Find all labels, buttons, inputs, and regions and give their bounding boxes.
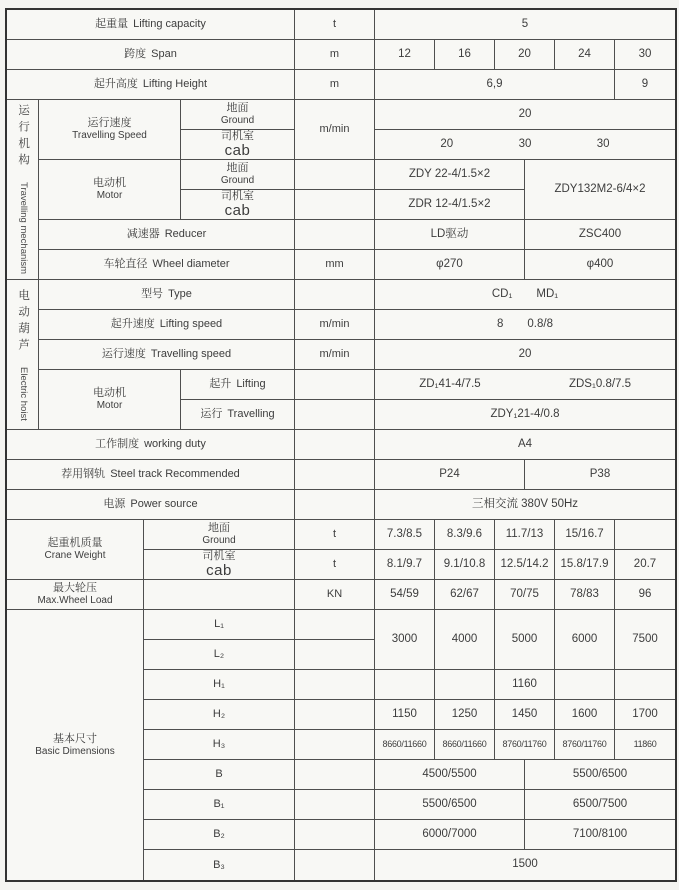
- value-dim-h2-5: 1700: [615, 700, 675, 730]
- value-crane-weight-cab-2: 9.1/10.8: [435, 550, 495, 580]
- row-label-hoist-travel-speed: [39, 340, 295, 370]
- group-label-travel-speed: [39, 100, 181, 160]
- label-en: Max.Wheel Load: [37, 595, 113, 607]
- value-dim-h2-4: 1600: [555, 700, 615, 730]
- unit-steel-track: [295, 460, 375, 490]
- label-zh: 电源: [103, 498, 126, 511]
- sub-label-dim-l1: L₁: [144, 610, 295, 640]
- label-en: cab: [224, 142, 251, 160]
- unit-lifting-height: m: [295, 70, 375, 100]
- value-span-4: 24: [555, 40, 615, 70]
- value-dim-l-3: 5000: [495, 610, 555, 670]
- unit-max-wheel-load: KN: [295, 580, 375, 610]
- unit-crane-weight-ground: t: [295, 520, 375, 550]
- value-max-wheel-load-2: 62/67: [435, 580, 495, 610]
- sub-label-travel-speed-cab: [181, 130, 295, 160]
- value-hoist-motor-travelling: ZDY₁21-4/0.8: [375, 400, 675, 430]
- label-zh: 司机室: [221, 190, 254, 202]
- value-dim-h3-3: 8760/11760: [495, 730, 555, 760]
- value-dim-h1-3: 1160: [495, 670, 555, 700]
- sub-label-crane-weight-ground: [144, 520, 295, 550]
- value-max-wheel-load-5: 96: [615, 580, 675, 610]
- value-dim-b3: 1500: [512, 858, 538, 871]
- label-zh: 起升速度: [110, 318, 155, 331]
- value-span-2: 16: [435, 40, 495, 70]
- row-label-wheel-diameter: [39, 250, 295, 280]
- section-label-zh: 电动葫芦: [17, 288, 30, 355]
- unit-lifting-capacity: t: [295, 10, 375, 40]
- value-dim-h2-1: 1150: [375, 700, 435, 730]
- label-zh: 电动机: [93, 177, 126, 190]
- value-travel-speed-cab-3: 30: [596, 137, 610, 150]
- label-en: Span: [151, 48, 177, 61]
- label-en: Motor: [96, 190, 123, 202]
- label-en: cab: [206, 562, 232, 580]
- label-zh: 荐用钢轨: [61, 468, 106, 481]
- unit-dim-l1: [295, 610, 375, 640]
- section-label-en: Electric hoist: [17, 366, 29, 421]
- sub-label-dim-h1: H₁: [144, 670, 295, 700]
- sub-label-dim-h3: H₃: [144, 730, 295, 760]
- value-crane-weight-ground-1: 7.3/8.5: [375, 520, 435, 550]
- sub-label-dim-b2: B₂: [144, 820, 295, 850]
- value-dim-h3-1: 8660/11660: [375, 730, 435, 760]
- value-crane-weight-ground-3: 11.7/13: [495, 520, 555, 550]
- label-en: Crane Weight: [44, 550, 106, 562]
- unit-dim-h2: [295, 700, 375, 730]
- row-label-lifting-capacity: [7, 10, 295, 40]
- value-crane-weight-cab-4: 15.8/17.9: [555, 550, 615, 580]
- label-en: Motor: [96, 400, 123, 412]
- label-en: Travelling speed: [150, 348, 232, 361]
- section-label-travelling-mechanism: [7, 100, 39, 280]
- section-label-electric-hoist: [7, 280, 39, 430]
- label-en: Travelling Speed: [72, 130, 147, 142]
- sub-label-dim-h2: H₂: [144, 700, 295, 730]
- label-en: cab: [224, 202, 251, 220]
- value-travel-motor-cab: ZDR 12-4/1.5×2: [375, 190, 525, 220]
- value-crane-weight-ground-4: 15/16.7: [555, 520, 615, 550]
- value-crane-weight-cab-5: 20.7: [615, 550, 675, 580]
- label-zh: 起升: [209, 378, 232, 391]
- value-hoist-lifting-speed-1: 8: [497, 317, 504, 330]
- value-dim-h2-2: 1250: [435, 700, 495, 730]
- unit-dim-b: [295, 760, 375, 790]
- value-max-wheel-load-1: 54/59: [375, 580, 435, 610]
- value-dim-b-right: 5500/6500: [525, 760, 675, 790]
- label-zh: 工作制度: [95, 438, 140, 451]
- value-crane-weight-cab-1: 8.1/9.7: [375, 550, 435, 580]
- label-en: Ground: [202, 535, 236, 547]
- row-label-max-wheel-load: [7, 580, 144, 610]
- label-en: Type: [168, 288, 192, 301]
- value-reducer-right: ZSC400: [525, 220, 675, 250]
- value-hoist-motor-lifting-1: ZD₁41-4/7.5: [419, 377, 481, 390]
- label-zh: 型号: [141, 288, 164, 301]
- value-dim-h2-3: 1450: [495, 700, 555, 730]
- label-en: Lifting capacity: [133, 18, 206, 31]
- value-span-3: 20: [495, 40, 555, 70]
- label-zh: 地面: [226, 102, 249, 115]
- label-zh: 地面: [226, 162, 249, 175]
- unit-hoist-lifting-speed: m/min: [295, 310, 375, 340]
- label-zh: 起重量: [95, 18, 129, 31]
- value-travel-speed-cab-1: 20: [440, 137, 454, 150]
- sub-label-dim-b3: B₃: [144, 850, 295, 880]
- value-crane-weight-cab-3: 12.5/14.2: [495, 550, 555, 580]
- value-dim-h3-2: 8660/11660: [435, 730, 495, 760]
- value-travel-speed-cab: [375, 130, 675, 160]
- section-label-en: Travelling mechanism: [17, 182, 29, 275]
- value-span-1: 12: [375, 40, 435, 70]
- value-lifting-height-last: 9: [615, 70, 675, 100]
- section-label-zh: 运行机构: [17, 104, 30, 171]
- row-label-hoist-type: [39, 280, 295, 310]
- sub-label-dim-b1: B₁: [144, 790, 295, 820]
- row-label-lifting-height: [7, 70, 295, 100]
- row-label-reducer: [39, 220, 295, 250]
- label-en: Lifting speed: [159, 318, 223, 331]
- label-zh: 运行速度: [101, 348, 146, 361]
- sub-label-crane-weight-cab: [144, 550, 295, 580]
- value-dim-h3-5: 11860: [615, 730, 675, 760]
- value-hoist-type: [375, 280, 675, 310]
- value-dim-h3-4: 8760/11760: [555, 730, 615, 760]
- value-steel-track-left: P24: [375, 460, 525, 490]
- value-steel-track-right: P38: [525, 460, 675, 490]
- value-wheel-diameter-right: φ400: [525, 250, 675, 280]
- value-dim-b1-right: 6500/7500: [525, 790, 675, 820]
- unit-crane-weight-cab: t: [295, 550, 375, 580]
- unit-working-duty: [295, 430, 375, 460]
- sub-label-hoist-motor-lifting: [181, 370, 295, 400]
- label-en: Ground: [220, 115, 255, 127]
- label-zh: 最大轮压: [53, 582, 97, 595]
- value-dim-l-2: 4000: [435, 610, 495, 670]
- label-zh: 跨度: [124, 48, 147, 61]
- value-hoist-type-1: CD₁: [491, 287, 513, 300]
- unit-hoist-type: [295, 280, 375, 310]
- value-dim-l-4: 6000: [555, 610, 615, 670]
- unit-travel-motor-cab: [295, 190, 375, 220]
- value-travel-speed-cab-2: 30: [518, 137, 532, 150]
- row-label-power-source: [7, 490, 295, 520]
- label-en: Basic Dimensions: [35, 745, 115, 757]
- unit-hoist-travel-speed: m/min: [295, 340, 375, 370]
- value-hoist-motor-lifting-2: ZDS₁0.8/7.5: [568, 377, 632, 390]
- unit-reducer: [295, 220, 375, 250]
- label-zh: 司机室: [202, 550, 236, 562]
- value-dim-b-left: 4500/5500: [375, 760, 525, 790]
- unit-travel-speed: m/min: [295, 100, 375, 160]
- value-working-duty: A4: [375, 430, 675, 460]
- value-travel-motor-merged: ZDY132M2-6/4×2: [525, 160, 675, 220]
- label-zh: 电动机: [93, 387, 126, 400]
- value-power-source: 三相交流 380V 50Hz: [375, 490, 675, 520]
- label-en: Lifting: [236, 378, 266, 391]
- label-zh: 起重机质量: [47, 537, 103, 550]
- group-label-travel-motor: [39, 160, 181, 220]
- value-max-wheel-load-4: 78/83: [555, 580, 615, 610]
- label-en: Power source: [130, 498, 198, 511]
- unit-dim-b2: [295, 820, 375, 850]
- value-dim-h1-1: [375, 670, 435, 700]
- value-hoist-motor-lifting: [375, 370, 675, 400]
- sub-label-dim-l2: L₂: [144, 640, 295, 670]
- unit-hoist-motor-travelling: [295, 400, 375, 430]
- value-dim-b2-left: 6000/7000: [375, 820, 525, 850]
- value-crane-weight-ground-5: [615, 520, 675, 550]
- label-en: Reducer: [164, 228, 207, 241]
- value-lifting-capacity: 5: [375, 10, 675, 40]
- label-zh: 运行: [200, 408, 223, 421]
- unit-travel-motor-ground: [295, 160, 375, 190]
- value-dim-l-5: 7500: [615, 610, 675, 670]
- row-label-steel-track: [7, 460, 295, 490]
- value-hoist-lifting-speed-2: 0.8/8: [527, 317, 553, 330]
- value-reducer-left: LD驱动: [375, 220, 525, 250]
- label-en: Lifting Height: [142, 78, 208, 91]
- label-zh: 起升高度: [93, 78, 138, 91]
- value-wheel-diameter-left: φ270: [375, 250, 525, 280]
- label-zh: 车轮直径: [103, 258, 148, 271]
- label-en: Travelling: [227, 408, 275, 421]
- value-dim-h1-5: [615, 670, 675, 700]
- row-label-span: [7, 40, 295, 70]
- unit-dim-l2: [295, 640, 375, 670]
- row-label-working-duty: [7, 430, 295, 460]
- sub-label-travel-motor-ground: [181, 160, 295, 190]
- value-lifting-height-main: 6,9: [375, 70, 615, 100]
- group-label-basic-dimensions: [7, 610, 144, 880]
- unit-dim-b3: [295, 850, 375, 880]
- value-crane-weight-ground-2: 8.3/9.6: [435, 520, 495, 550]
- value-dim-h1-4: [555, 670, 615, 700]
- label-en: Steel track Recommended: [110, 468, 240, 481]
- unit-dim-h3: [295, 730, 375, 760]
- value-travel-motor-ground: ZDY 22-4/1.5×2: [375, 160, 525, 190]
- value-max-wheel-load-3: 70/75: [495, 580, 555, 610]
- crane-specification-table: [5, 8, 677, 882]
- unit-dim-h1: [295, 670, 375, 700]
- value-hoist-type-2: MD₁: [536, 287, 559, 300]
- row-label-hoist-lifting-speed: [39, 310, 295, 340]
- unit-dim-b1: [295, 790, 375, 820]
- unit-hoist-motor-lifting: [295, 370, 375, 400]
- group-label-hoist-motor: [39, 370, 181, 430]
- sub-label-dim-b: B: [144, 760, 295, 790]
- label-en: Wheel diameter: [152, 258, 230, 271]
- label-zh: 减速器: [126, 228, 160, 241]
- label-zh: 基本尺寸: [53, 732, 97, 745]
- sub-label-hoist-motor-travelling: [181, 400, 295, 430]
- value-hoist-travel-speed: 20: [375, 340, 675, 370]
- unit-power-source: [295, 490, 375, 520]
- sub-label-max-wheel-load-empty: [144, 580, 295, 610]
- sub-label-travel-motor-cab: [181, 190, 295, 220]
- label-en: Ground: [220, 175, 255, 187]
- value-dim-b2-right: 7100/8100: [525, 820, 675, 850]
- sub-label-travel-speed-ground: [181, 100, 295, 130]
- label-en: working duty: [144, 438, 206, 451]
- value-hoist-lifting-speed: [375, 310, 675, 340]
- value-travel-speed-ground: 20: [375, 100, 675, 130]
- value-dim-h1-2: [435, 670, 495, 700]
- label-zh: 司机室: [221, 130, 254, 142]
- group-label-crane-weight: [7, 520, 144, 580]
- value-dim-l-1: 3000: [375, 610, 435, 670]
- value-span-5: 30: [615, 40, 675, 70]
- label-zh: 运行速度: [87, 117, 132, 130]
- unit-span: m: [295, 40, 375, 70]
- unit-wheel-diameter: mm: [295, 250, 375, 280]
- value-dim-b1-left: 5500/6500: [375, 790, 525, 820]
- label-zh: 地面: [208, 522, 230, 535]
